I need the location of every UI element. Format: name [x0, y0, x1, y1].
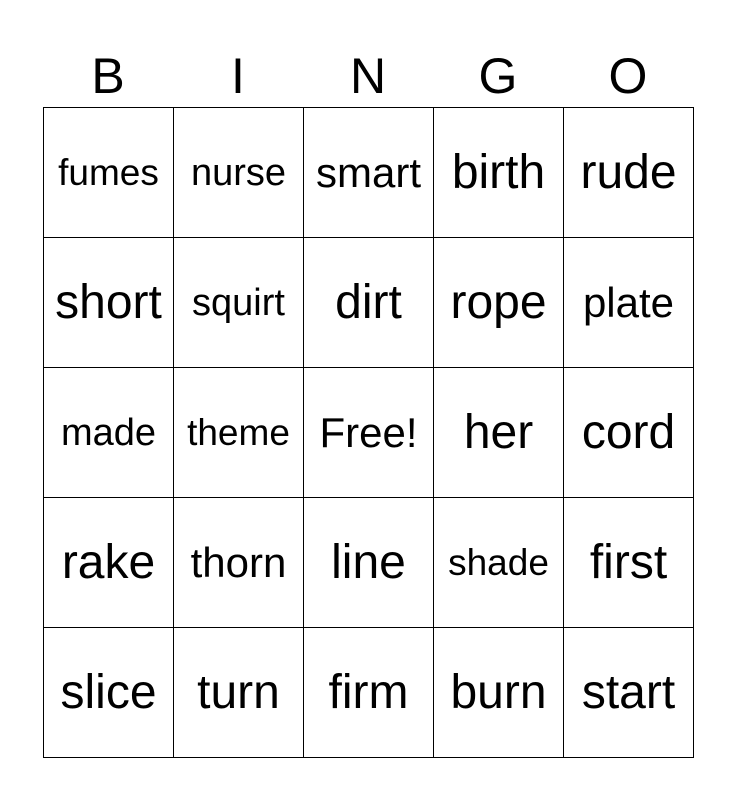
bingo-cell[interactable]: [174, 628, 304, 758]
bingo-cell[interactable]: [174, 498, 304, 628]
bingo-cell[interactable]: [434, 628, 564, 758]
cell-word: rope: [450, 275, 547, 329]
bingo-cell[interactable]: [304, 238, 434, 368]
bingo-cell[interactable]: [434, 498, 564, 628]
bingo-cell[interactable]: [44, 368, 174, 498]
bingo-cell[interactable]: [434, 238, 564, 368]
bingo-cell[interactable]: [304, 628, 434, 758]
bingo-cell[interactable]: [564, 368, 694, 498]
cell-word: first: [589, 535, 668, 589]
bingo-cell[interactable]: [44, 498, 174, 628]
bingo-cell[interactable]: [434, 108, 564, 238]
cell-word: made: [60, 411, 157, 454]
cell-word: cord: [581, 405, 676, 459]
free-space-cell[interactable]: [304, 368, 434, 498]
bingo-cell[interactable]: [564, 628, 694, 758]
cell-word: firm: [328, 665, 409, 719]
cell-word: rude: [580, 145, 677, 199]
bingo-cell[interactable]: [304, 108, 434, 238]
bingo-header: [43, 46, 693, 106]
cell-word: plate: [582, 278, 675, 326]
cell-word: start: [581, 665, 676, 719]
cell-word: short: [55, 275, 162, 329]
cell-word: shade: [448, 542, 549, 583]
bingo-cell[interactable]: [564, 108, 694, 238]
cell-word: burn: [450, 665, 547, 719]
header-letter-b: B: [91, 48, 125, 104]
header-letter-i: I: [231, 48, 245, 104]
cell-word: her: [463, 405, 534, 459]
cell-word: line: [331, 535, 406, 589]
bingo-cell[interactable]: [564, 238, 694, 368]
bingo-cell[interactable]: [44, 108, 174, 238]
cell-word: rake: [61, 535, 156, 589]
bingo-cell[interactable]: [174, 368, 304, 498]
bingo-cell[interactable]: [434, 368, 564, 498]
cell-word: theme: [187, 412, 290, 453]
cell-word: fumes: [58, 152, 159, 193]
cell-word: birth: [451, 145, 546, 199]
header-letter-o: O: [608, 48, 648, 104]
cell-word: nurse: [190, 151, 287, 194]
bingo-grid: [43, 107, 694, 758]
cell-word: turn: [197, 665, 280, 719]
cell-word: slice: [60, 665, 157, 719]
header-letter-n: N: [349, 48, 387, 104]
bingo-cell[interactable]: [174, 108, 304, 238]
bingo-cell[interactable]: [564, 498, 694, 628]
header-letter-g: G: [478, 48, 518, 104]
free-space-label: Free!: [319, 408, 418, 456]
bingo-cell[interactable]: [44, 238, 174, 368]
cell-word: dirt: [335, 275, 402, 329]
bingo-cell[interactable]: [44, 628, 174, 758]
bingo-cell[interactable]: [304, 498, 434, 628]
cell-word: smart: [316, 148, 421, 196]
cell-word: squirt: [192, 281, 285, 324]
bingo-cell[interactable]: [174, 238, 304, 368]
cell-word: thorn: [190, 538, 287, 586]
